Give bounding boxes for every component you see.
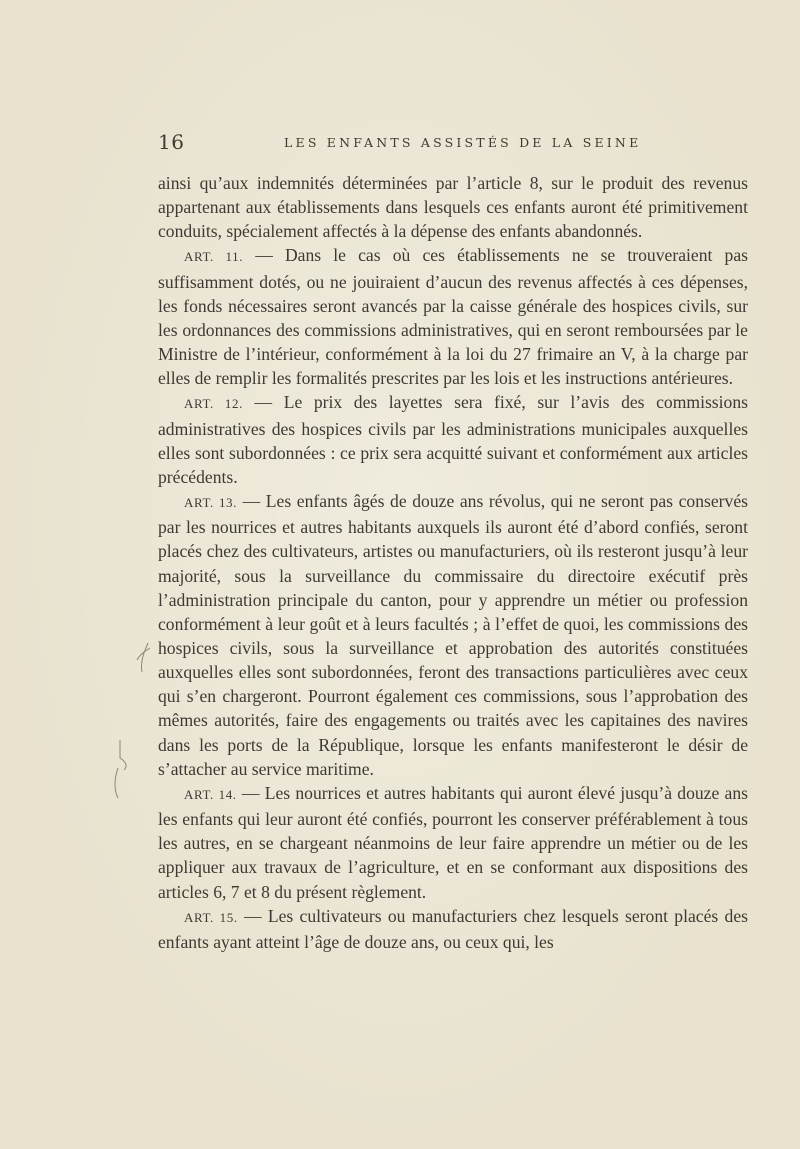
paragraph-text: ainsi qu’aux indemnités déterminées par l’article 8, sur le produit des revenus appartenant aux établissements dans lesquels ces enfants auront été primitivement conduits, spécialement affectés à la dépense des enfants abandonnés. (158, 173, 748, 242)
article-11 (158, 243, 748, 390)
article-label: ART. 13. (184, 495, 238, 511)
article-label: ART. 11. (184, 249, 244, 265)
paragraph (158, 171, 748, 243)
running-head: LES ENFANTS ASSISTÉS DE LA SEINE (284, 135, 642, 150)
article-text: — Dans le cas où ces établissements ne se trouveraient pas suffisamment dotés, ou ne jouiraient d’aucun des revenus affectés à ces dépenses, les fonds nécessaires seront avancés par la caisse générale des hospices civils, sur les ordonnances des commissions administratives, qui en seront remboursées par le Ministre de l’intérieur, conformément à la loi du 27 frimaire an V, à la charge par elles de remplir les formalités prescrites par les lois et les instructions antérieures. (158, 245, 748, 389)
article-label: ART. 15. (184, 909, 238, 925)
article-label: ART. 14. (184, 786, 237, 802)
article-14 (158, 781, 748, 904)
article-label: ART. 12. (184, 396, 243, 412)
article-text: — Le prix des layettes sera fixé, sur l’avis des commissions administratives des hospices civils par les administrations municipales auxquelles elles sont subordonnées : ce prix sera acquitté suivant et conformément aux articles précédents. (158, 392, 748, 487)
page-number: 16 (158, 130, 185, 154)
article-13 (158, 489, 748, 781)
body-text (158, 171, 748, 954)
article-text: — Les enfants âgés de douze ans révolus, qui ne seront pas conservés par les nourrices et autres habitants auxquels ils auront été d’abord confiés, seront placés chez des cultivateurs, artistes ou manufacturiers, où ils resteront jusqu’à leur majorité, sous la surveillance du commissaire du directoire exécutif près l’administration principale du canton, pour y apprendre un métier ou profession conformément à leur goût et à leurs facultés ; à l’effet de quoi, les commissions des hospices civils, sous la surveillance et approbation des autorités constituées auxquelles elles sont subordonnées, feront des transactions particulières avec ceux qui s’en chargeront. Pourront également ces commissions, sous l’approbation des mêmes autorités, faire des engagements ou traités avec les capitaines des navires dans les ports de la République, lorsque les enfants manifesteront le désir de s’attacher au service maritime. (158, 491, 748, 779)
article-text: — Les cultivateurs ou manufacturiers chez lesquels seront placés des enfants ayant atteint l’âge de douze ans, ou ceux qui, les (158, 905, 748, 952)
article-text: — Les nourrices et autres habitants qui auront élevé jusqu’à douze ans les enfants qui leur auront été confiés, pourront les conserver préférablement à tous les autres, en se chargeant néanmoins de leur faire apprendre un métier ou de les appliquer aux travaux de l’agriculture, et en se conformant aux dispositions des articles 6, 7 et 8 du présent règlement. (158, 782, 748, 902)
article-12 (158, 390, 748, 489)
page-header (158, 128, 748, 158)
margin-pencil-marks (90, 640, 150, 810)
article-15 (158, 904, 748, 954)
